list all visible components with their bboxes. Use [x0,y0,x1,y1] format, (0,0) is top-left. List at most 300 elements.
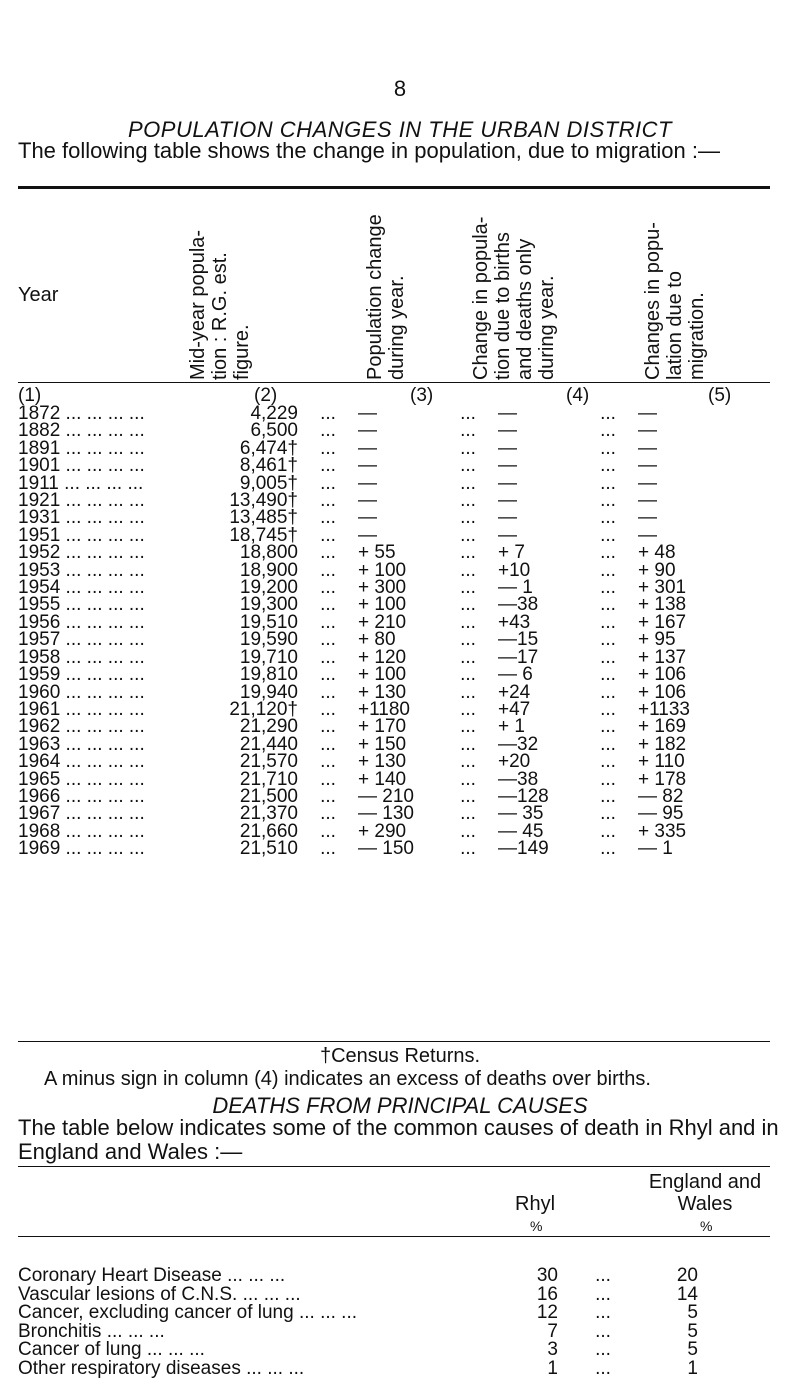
year-cell-text: 1968 [18,820,61,842]
year-cell: 1959 ... ... ... ... [18,664,145,686]
leader-dots: ... [460,820,476,842]
natural-change-cell-text: +20 [498,751,531,773]
leader-dots: ... [460,542,476,564]
population-cell-text: 19,940 [239,681,298,703]
year-cell: 1882 ... ... ... ... [18,420,145,442]
leader-dots: ... [320,559,336,581]
migration-cell-text: + 95 [638,629,676,651]
table-bottom-rule [18,1041,770,1042]
natural-change-cell [498,838,578,860]
leader-dots: ... [320,681,336,703]
migration-cell [638,838,718,860]
year-cell: 1960 ... ... ... ... [18,681,145,703]
percent-rhyl: % [530,1218,543,1234]
percent-england: % [700,1218,713,1234]
leader-dots: ... [460,577,476,599]
leader-dots: ... [320,803,336,825]
leader-dots: ... [320,403,336,424]
population-cell-text: 21,290 [239,716,298,738]
migration-cell-text: — [638,420,657,442]
population-cell-text: 18,800 [239,542,298,564]
cause-name-cell: Other respiratory diseases ... ... ... [18,1357,305,1379]
population-cell-text: 21,500 [239,785,298,807]
header-col4 [470,200,580,380]
migration-cell-text: — 95 [638,803,684,825]
year-cell-text: 1967 [18,803,61,825]
population-cell-text: 21,440 [239,733,298,755]
leader-dots: ... [320,820,336,842]
migration-cell-text: + 90 [638,559,676,581]
year-cell-text: 1955 [18,594,61,616]
change-cell [358,838,438,860]
leader-dots: ... [320,838,336,860]
year-cell-text: 1882 [18,420,61,442]
leader-dots: ... [320,577,336,599]
migration-cell-text: +1133 [638,698,690,720]
population-cell-text: 6,474† [239,437,298,459]
leader-dots: ... [320,733,336,755]
colnum-4: (4) [566,385,590,406]
year-cell-text: 1959 [18,664,61,686]
population-table [18,405,718,858]
leader-dots: ... [320,472,336,494]
leader-dots: ... [460,629,476,651]
leader-dots: ... [460,420,476,442]
leader-dots: ... [460,611,476,633]
population-cell-text: 19,300 [239,594,298,616]
leader-dots: ... [600,803,616,825]
population-cell-text: 21,710 [239,768,298,790]
deaths-top-rule [18,1166,770,1167]
leader-dots: ... [460,646,476,668]
colnum-2: (2) [254,385,278,406]
leader-dots: ... [600,698,616,720]
year-cell: 1911 ... ... ... ... [18,472,144,494]
population-cell-text: 21,510 [239,838,298,860]
year-cell-text: 1969 [18,838,61,860]
year-cell: 1953 ... ... ... ... [18,559,145,581]
natural-change-cell-text: + 7 [498,542,525,564]
migration-cell-text: — [638,437,657,459]
rhyl-percent-cell: 3 [547,1339,558,1360]
migration-cell-text: + 48 [638,542,676,564]
population-cell-text: 21,370 [239,803,298,825]
colnum-3: (3) [410,385,434,406]
population-cell-text: 19,510 [239,611,298,633]
natural-change-cell-text: —38 [498,594,539,616]
leader-dots: ... [320,507,336,529]
header-bottom-rule [18,382,770,383]
header-col5 [642,200,730,380]
year-cell: 1969 ... ... ... ... [18,838,145,860]
cause-row [18,1304,698,1323]
leader-dots: ... [320,698,336,720]
natural-change-cell-text: — 35 [498,803,544,825]
change-cell-text: — [358,472,377,494]
natural-change-cell-text: +47 [498,698,531,720]
year-cell: 1964 ... ... ... ... [18,751,145,773]
natural-change-cell-text: — [498,455,517,477]
year-cell: 1958 ... ... ... ... [18,646,145,668]
natural-change-cell-text: — [498,437,517,459]
year-cell: 1956 ... ... ... ... [18,611,145,633]
leader-dots: ... [320,611,336,633]
year-cell: 1957 ... ... ... ... [18,629,145,651]
leader-dots: ... [460,455,476,477]
leader-dots: ... [460,698,476,720]
leader-dots: ... [600,490,616,512]
leader-dots: ... [320,646,336,668]
migration-cell-text: — 82 [638,785,684,807]
migration-cell-text: — [638,507,657,529]
change-cell-text: +1180 [358,698,410,720]
year-cell-text: 1960 [18,681,61,703]
population-cell-text: 21,570 [239,751,298,773]
natural-change-cell-text: + 1 [498,716,525,738]
header-col3 [360,200,430,380]
natural-change-cell-text: —38 [498,768,539,790]
leader-dots: ... [600,455,616,477]
leader-dots: ... [595,1357,611,1379]
year-cell: 1931 ... ... ... ... [18,507,145,529]
cause-name: Bronchitis [18,1320,102,1342]
natural-change-cell-text: — [498,403,517,424]
colnum-1: (1) [18,385,42,406]
leader-dots: ... [600,437,616,459]
leader-dots: ... [460,803,476,825]
header-col3-text: Population change during year. [364,214,408,380]
england-percent-cell: 14 [676,1283,698,1305]
causes-table-body [18,1267,698,1378]
leader-dots: ... [460,490,476,512]
leader-dots: ... [600,403,616,424]
change-cell-text: — [358,455,377,477]
leader-dots: ... [600,716,616,738]
cause-name: Cancer of lung [18,1339,142,1360]
change-cell-text: — 210 [358,785,414,807]
england-percent-cell: 5 [687,1302,698,1323]
year-cell-text: 1962 [18,716,61,738]
leader-dots: ... [460,559,476,581]
migration-cell-text: + 167 [638,611,687,633]
leader-dots: ... [460,437,476,459]
year-cell-text: 1951 [18,524,61,546]
population-cell-text: 18,900 [239,559,298,581]
population-cell-text: 21,120† [229,698,298,720]
population-cell-text: 13,490† [229,490,298,512]
leader-dots: ... [595,1339,611,1360]
cause-name-cell: Cancer, excluding cancer of lung ... ... ... [18,1302,358,1323]
rhyl-percent-cell: 30 [536,1265,558,1286]
leader-dots: ... [320,437,336,459]
deaths-title: DEATHS FROM PRINCIPAL CAUSES [212,1093,588,1118]
rhyl-percent-cell: 1 [547,1357,558,1379]
leader-dots: ... [320,629,336,651]
change-cell-text: + 100 [358,559,407,581]
population-intro: The following table shows the change in population, due to migration :— [18,138,720,163]
change-cell-text: + 130 [358,751,407,773]
natural-change-cell-text: — [498,490,517,512]
leader-dots: ... [600,420,616,442]
leader-dots: ... [320,524,336,546]
year-cell-text: 1958 [18,646,61,668]
leader-dots: ... [600,681,616,703]
year-cell: 1968 ... ... ... ... [18,820,145,842]
population-cell-text: 19,710 [239,646,298,668]
leader-dots: ... [595,1302,611,1323]
rhyl-percent-cell: 16 [536,1283,558,1305]
natural-change-cell-text: —149 [498,838,549,860]
leader-dots: ... [600,768,616,790]
table-top-rule [18,186,770,189]
leader-dots: ... [600,838,616,860]
year-cell-text: 1872 [18,403,61,424]
leader-dots: ... [600,611,616,633]
year-cell: 1965 ... ... ... ... [18,768,145,790]
year-cell-text: 1911 [18,472,59,494]
year-cell-text: 1966 [18,785,61,807]
leader-dots: ... [460,524,476,546]
colnum-5: (5) [708,385,732,406]
year-cell: 1872 ... ... ... ... [18,403,145,424]
leader-dots: ... [320,751,336,773]
leader-dots: ... [460,507,476,529]
year-cell: 1921 ... ... ... ... [18,490,145,512]
change-cell-text: + 55 [358,542,396,564]
leader-dots: ... [460,716,476,738]
change-cell-text: — [358,437,377,459]
natural-change-cell-text: — [498,472,517,494]
migration-cell-text: + 335 [638,820,687,842]
leader-dots: ... [460,838,476,860]
leader-dots: ... [595,1320,611,1342]
year-cell-text: 1964 [18,751,61,773]
leader-dots: ... [600,751,616,773]
population-cell-text: 21,660 [239,820,298,842]
leader-dots: ... [320,455,336,477]
change-cell-text: + 300 [358,577,407,599]
natural-change-cell-text: +43 [498,611,531,633]
population-cell-text: 8,461† [239,455,298,477]
leader-dots: ... [460,785,476,807]
change-cell-text: + 150 [358,733,407,755]
year-cell: 1955 ... ... ... ... [18,594,145,616]
year-cell-text: 1963 [18,733,61,755]
change-cell-text: + 100 [358,664,407,686]
leader-dots: ... [460,403,476,424]
population-cell-text: 19,590 [239,629,298,651]
natural-change-cell-text: — 1 [498,577,533,599]
population-row [18,840,718,857]
year-cell: 1967 ... ... ... ... [18,803,145,825]
migration-cell-text: + 106 [638,681,687,703]
population-cell-text: 18,745† [229,524,298,546]
header-england-wales: England and Wales [648,1171,762,1215]
cause-name-cell: Coronary Heart Disease ... ... ... [18,1265,286,1286]
migration-cell-text: + 178 [638,768,687,790]
year-cell: 1954 ... ... ... ... [18,577,145,599]
change-cell-text: — [358,403,377,424]
change-cell-text: — [358,490,377,512]
year-cell-text: 1961 [18,698,61,720]
leader-dots: ... [600,820,616,842]
cause-name: Cancer, excluding cancer of lung [18,1302,294,1323]
year-cell: 1962 ... ... ... ... [18,716,145,738]
change-cell-text: + 130 [358,681,407,703]
leader-dots: ... [600,594,616,616]
leader-dots: ... [600,733,616,755]
migration-cell-text: + 110 [638,751,685,773]
year-cell-text: 1921 [18,490,61,512]
england-percent-cell: 5 [687,1320,698,1342]
leader-dots: ... [600,577,616,599]
change-cell-text: — [358,524,377,546]
england-percent-cell: 1 [687,1357,698,1379]
change-cell-text: + 170 [358,716,407,738]
year-cell-text: 1956 [18,611,61,633]
leader-dots: ... [460,472,476,494]
natural-change-cell-text: +10 [498,559,531,581]
leader-dots: ... [460,594,476,616]
change-cell-text: + 290 [358,820,407,842]
leader-dots: ... [320,542,336,564]
cause-name: Other respiratory diseases [18,1357,241,1379]
population-table-body [18,405,718,858]
change-cell-text: + 100 [358,594,407,616]
migration-cell-text: + 137 [638,646,687,668]
natural-change-cell-text: — 45 [498,820,544,842]
leader-dots: ... [595,1283,611,1305]
causes-table [18,1267,698,1378]
deaths-intro: The table below indicates some of the common causes of death in Rhyl and in England and Wales :— [18,1115,779,1164]
year-cell: 1901 ... ... ... ... [18,455,145,477]
year-cell: 1961 ... ... ... ... [18,698,145,720]
year-cell-text: 1901 [18,455,61,477]
change-cell-text: — 130 [358,803,414,825]
page-number: 8 [393,76,407,101]
rhyl-percent-cell: 12 [536,1302,558,1323]
england-percent-cell: 20 [676,1265,698,1286]
migration-cell-text: — [638,472,657,494]
deaths-header-rule [18,1236,770,1237]
census-footnote: †Census Returns. [319,1045,481,1067]
population-cell-text: 4,229 [250,403,298,424]
leader-dots: ... [460,768,476,790]
cause-name: Coronary Heart Disease [18,1265,222,1286]
leader-dots: ... [600,664,616,686]
year-cell: 1951 ... ... ... ... [18,524,145,546]
migration-cell-text: + 106 [638,664,687,686]
year-cell: 1952 ... ... ... ... [18,542,145,564]
leader-dots: ... [460,664,476,686]
change-cell-text: — [358,507,377,529]
header-col5-text: Changes in popu-lation due to migration. [642,222,708,380]
leader-dots: ... [320,768,336,790]
leader-dots: ... [600,559,616,581]
leader-dots: ... [600,472,616,494]
migration-cell-text: — [638,403,657,424]
leader-dots: ... [320,594,336,616]
leader-dots: ... [600,785,616,807]
change-cell-text: + 140 [358,768,407,790]
rhyl-percent-cell: 7 [547,1320,558,1342]
year-cell-text: 1954 [18,577,61,599]
population-cell-text: 9,005† [239,472,298,494]
population-cell [208,838,298,860]
change-cell-text: + 210 [358,611,407,633]
change-cell-text: + 120 [358,646,407,668]
year-cell-text: 1965 [18,768,61,790]
population-cell-text: 19,810 [239,664,298,686]
leader-dots: ... [460,681,476,703]
england-percent-cell: 5 [687,1339,698,1360]
header-col2 [187,200,275,380]
year-cell: 1963 ... ... ... ... [18,733,145,755]
change-cell-text: — 150 [358,838,414,860]
year-cell: 1966 ... ... ... ... [18,785,145,807]
migration-cell-text: + 182 [638,733,687,755]
leader-dots: ... [320,664,336,686]
natural-change-cell-text: —15 [498,629,539,651]
migration-cell-text: — [638,490,657,512]
migration-cell-text: + 138 [638,594,687,616]
year-cell-text: 1891 [18,437,61,459]
population-title: POPULATION CHANGES IN THE URBAN DISTRICT [128,117,672,142]
natural-change-cell-text: — 6 [498,664,533,686]
leader-dots: ... [600,646,616,668]
natural-change-cell-text: +24 [498,681,531,703]
change-cell-text: — [358,420,377,442]
leader-dots: ... [600,507,616,529]
population-cell-text: 13,485† [229,507,298,529]
header-col4-text: Change in popula-tion due to births and deaths only during year. [470,216,558,380]
year-cell-text: 1931 [18,507,61,529]
leader-dots: ... [595,1265,611,1286]
natural-change-cell-text: — [498,524,517,546]
leader-dots: ... [320,420,336,442]
migration-cell-text: + 301 [638,577,687,599]
change-cell-text: + 80 [358,629,396,651]
leader-dots: ... [600,542,616,564]
leader-dots: ... [600,629,616,651]
minus-sign-note: A minus sign in column (4) indicates an excess of deaths over births. [44,1068,651,1090]
header-rhyl: Rhyl [515,1193,556,1215]
leader-dots: ... [320,716,336,738]
natural-change-cell-text: — [498,507,517,529]
natural-change-cell-text: —17 [498,646,539,668]
migration-cell-text: — [638,524,657,546]
leader-dots: ... [600,524,616,546]
year-cell-text: 1957 [18,629,61,651]
year-cell-text: 1952 [18,542,61,564]
cause-name-cell: Vascular lesions of C.N.S. ... ... ... [18,1283,301,1305]
natural-change-cell-text: —32 [498,733,539,755]
year-cell: 1891 ... ... ... ... [18,437,145,459]
population-cell-text: 19,200 [239,577,298,599]
cause-name: Vascular lesions of C.N.S. [18,1283,238,1305]
leader-dots: ... [460,733,476,755]
leader-dots: ... [320,785,336,807]
header-year: Year [18,284,59,306]
migration-cell-text: — 1 [638,838,673,860]
migration-cell-text: + 169 [638,716,687,738]
year-cell-text: 1953 [18,559,61,581]
header-col2-text: Mid-year popula-tion : R.G. est. figure. [187,229,253,380]
cause-name-cell: Cancer of lung ... ... ... [18,1339,205,1360]
cause-row [18,1360,698,1379]
leader-dots: ... [460,751,476,773]
leader-dots: ... [320,490,336,512]
